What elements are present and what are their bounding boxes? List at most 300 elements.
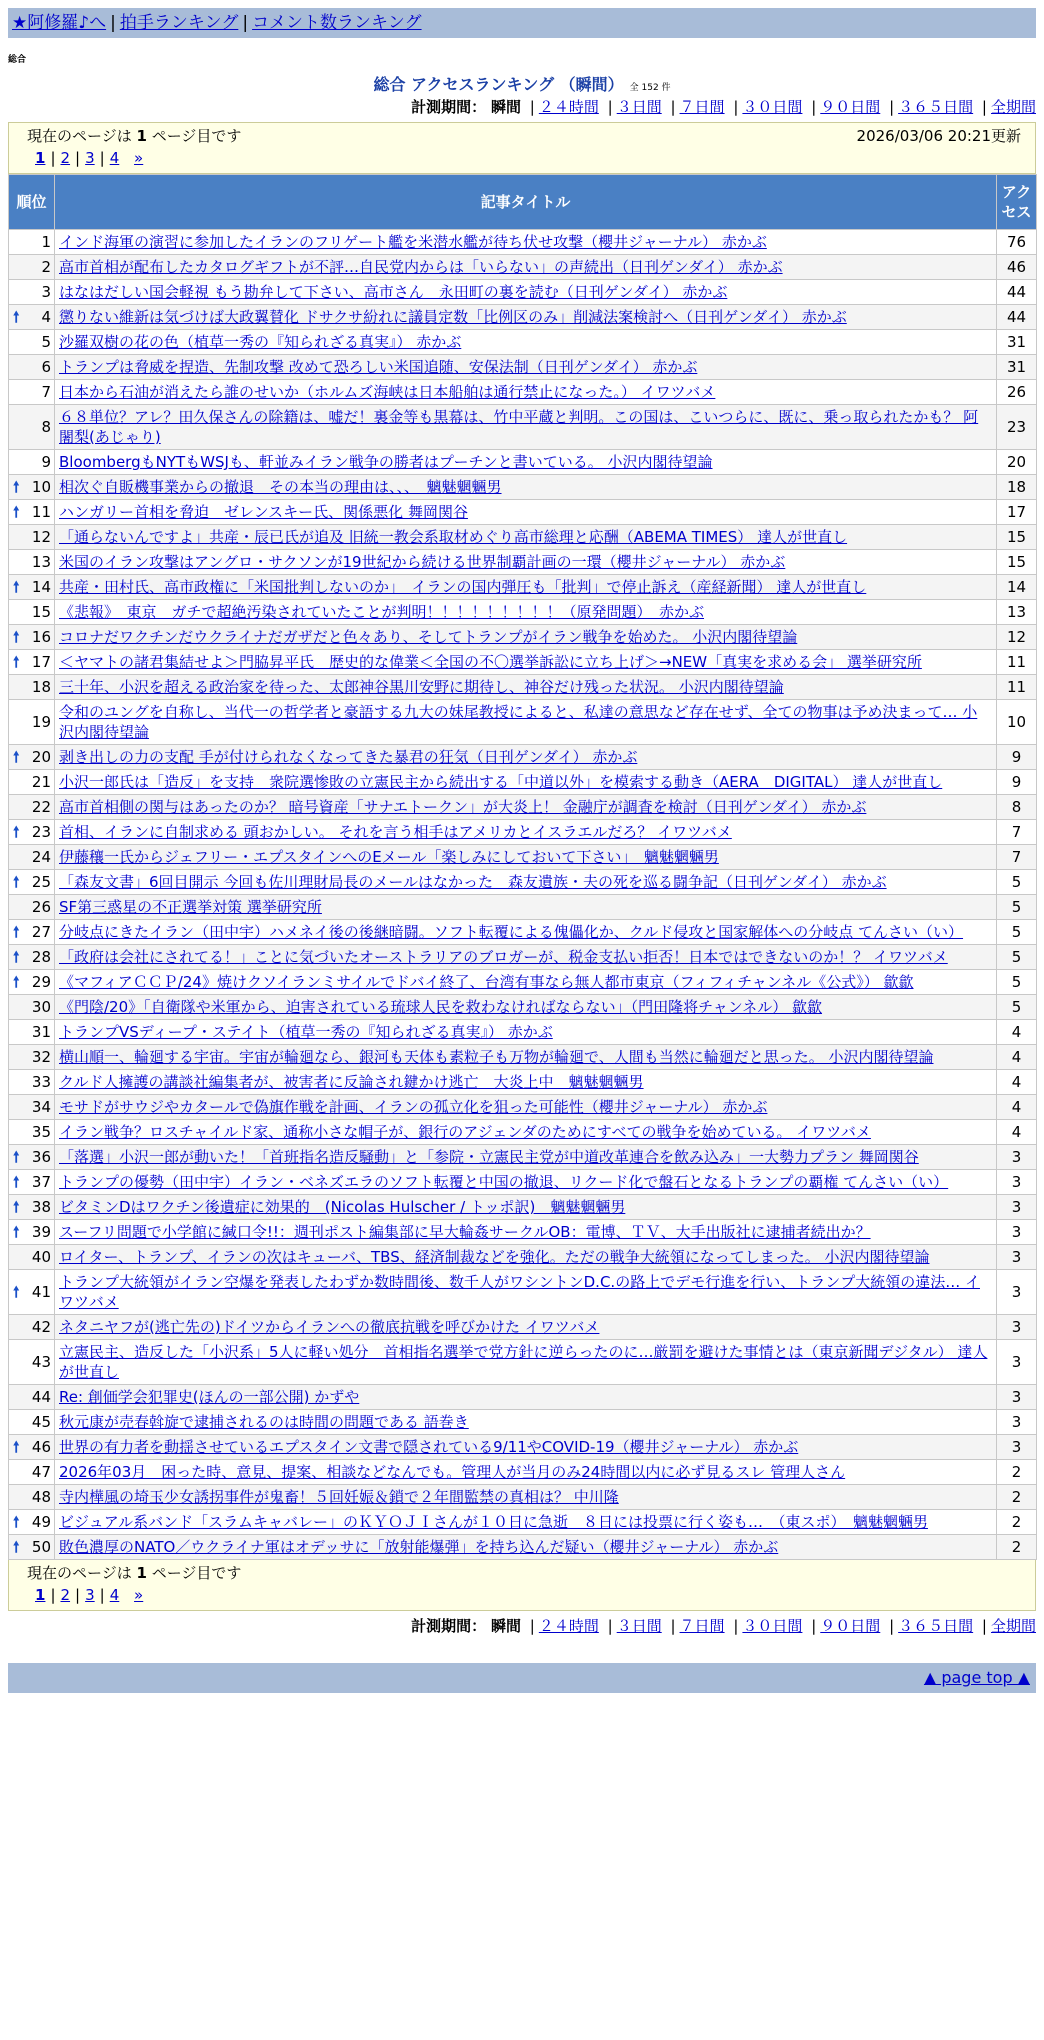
period-link-7d[interactable]: ７日間 [679, 1617, 725, 1635]
table-row [9, 500, 1037, 525]
rank-cell [9, 700, 55, 745]
period-label: 計測期間： [411, 1617, 487, 1635]
rank-number: 45 [31, 1413, 51, 1431]
access-count: 23 [997, 405, 1037, 450]
access-count: 7 [997, 845, 1037, 870]
article-title-link[interactable]: 「政府は会社にされてる！」ことに気づいたオーストラリアのブロガーが、税金支払い拒否！日本ではできないのか！？ イワツバメ [59, 948, 948, 966]
access-count: 3 [997, 1315, 1037, 1340]
rank-cell [9, 1460, 55, 1485]
period-link-3d[interactable]: ３日間 [616, 1617, 662, 1635]
period-separator: | [733, 1617, 739, 1635]
article-title-link[interactable]: 高市首相が配布したカタログギフトが不評…自民党内からは「いらない」の声続出（日刊ゲンダイ） 赤かぶ [59, 258, 783, 276]
rank-number: 35 [31, 1123, 51, 1141]
table-header-row [9, 175, 1037, 230]
rank-cell [9, 1535, 55, 1560]
article-title-link[interactable]: 沙羅双樹の花の色（植草一秀の『知られざる真実』） 赤かぶ [59, 333, 462, 351]
article-title-link[interactable]: トランプVSディープ・ステイト（植草一秀の『知られざる真実』） 赤かぶ [59, 1023, 553, 1041]
period-separator: | [670, 98, 676, 116]
table-row [9, 1245, 1037, 1270]
comment-ranking-link[interactable]: コメント数ランキング [252, 13, 422, 33]
table-row [9, 700, 1037, 745]
table-row [9, 1120, 1037, 1145]
article-title-link[interactable]: 高市首相側の関与はあったのか？ 暗号資産「サナエトークン」が大炎上！ 金融庁が調査を検討（日刊ゲンダイ） 赤かぶ [59, 798, 867, 816]
rank-cell [9, 1020, 55, 1045]
page-link-3[interactable]: 3 [85, 1586, 95, 1604]
access-count: 14 [997, 575, 1037, 600]
title-cell [55, 500, 997, 525]
title-cell [55, 1195, 997, 1220]
period-current: 瞬間 [490, 1617, 521, 1635]
table-row [9, 525, 1037, 550]
title-cell [55, 1245, 997, 1270]
article-title-link[interactable]: ネタニヤフが(逃亡先の)ドイツからイランへの徹底抗戦を呼びかけた イワツバメ [59, 1318, 600, 1336]
article-title-link[interactable]: 世界の有力者を動揺させているエプスタイン文書で隠されている9/11やCOVID-19（櫻井ジャーナル） 赤かぶ [59, 1438, 799, 1456]
access-count: 9 [997, 770, 1037, 795]
access-count: 3 [997, 1270, 1037, 1315]
rank-cell [9, 525, 55, 550]
period-link-24h[interactable]: ２４時間 [538, 98, 599, 116]
page-top-link[interactable]: ▲ page top ▲ [923, 1668, 1030, 1687]
table-row [9, 795, 1037, 820]
rank-number: 41 [31, 1283, 51, 1301]
access-count: 5 [997, 945, 1037, 970]
period-link-365d[interactable]: ３６５日間 [898, 1617, 974, 1635]
article-title-link[interactable]: 懲りない維新は気づけば大政翼賛化 ドサクサ紛れに議員定数「比例区のみ」削減法案検討へ（日刊ゲンダイ） 赤かぶ [59, 308, 847, 326]
rank-up-arrow-icon: 🠕 [13, 628, 20, 646]
period-link-30d[interactable]: ３０日間 [742, 98, 803, 116]
page-link-2[interactable]: 2 [60, 149, 71, 167]
rank-cell [9, 820, 55, 845]
rank-number: 5 [41, 333, 51, 351]
rank-number: 33 [31, 1073, 51, 1091]
title-cell [55, 770, 997, 795]
table-row [9, 895, 1037, 920]
title-cell [55, 1410, 997, 1435]
article-title-link[interactable]: 敗色濃厚のNATO／ウクライナ軍はオデッサに「放射能爆弾」を持ち込んだ疑い（櫻井ジャーナル） 赤かぶ [59, 1538, 779, 1556]
period-separator: | [889, 1617, 895, 1635]
table-row [9, 745, 1037, 770]
access-count: 5 [997, 895, 1037, 920]
rank-number: 31 [31, 1023, 51, 1041]
page-link-next[interactable]: » [134, 1586, 144, 1604]
article-title-link[interactable]: 「森友文書」6回目開示 今回も佐川理財局長のメールはなかった 森友遺族・夫の死を巡る闘争記（日刊ゲンダイ） 赤かぶ [59, 873, 887, 891]
period-link-7d[interactable]: ７日間 [679, 98, 725, 116]
rank-number: 32 [31, 1048, 51, 1066]
period-separator: | [529, 98, 535, 116]
access-count: 3 [997, 1410, 1037, 1435]
rank-cell [9, 1435, 55, 1460]
table-row [9, 625, 1037, 650]
nav-separator: | [242, 13, 249, 33]
period-link-90d[interactable]: ９０日間 [820, 1617, 881, 1635]
access-count: 2 [997, 1460, 1037, 1485]
page-link-3[interactable]: 3 [85, 149, 95, 167]
access-count: 8 [997, 795, 1037, 820]
page-status-pre: 現在のページは [27, 1564, 137, 1582]
title-cell [55, 945, 997, 970]
rank-cell [9, 1270, 55, 1315]
rank-number: 27 [31, 923, 51, 941]
title-cell [55, 575, 997, 600]
top-nav-bar [8, 8, 1036, 38]
rank-up-arrow-icon: 🠕 [13, 578, 20, 596]
table-row [9, 1145, 1037, 1170]
period-separator: | [670, 1617, 676, 1635]
access-count: 76 [997, 230, 1037, 255]
col-rank-header: 順位 [9, 175, 55, 230]
access-count: 46 [997, 255, 1037, 280]
table-row [9, 675, 1037, 700]
title-cell [55, 1145, 997, 1170]
title-cell [55, 1170, 997, 1195]
table-row [9, 600, 1037, 625]
rank-cell [9, 1145, 55, 1170]
article-title-link[interactable]: コロナだワクチンだウクライナだガザだと色々あり、そしてトランプがイラン戦争を始めた。 小沢内閣待望論 [59, 628, 798, 646]
rank-up-arrow-icon: 🠕 [13, 923, 20, 941]
rank-up-arrow-icon: 🠕 [13, 823, 20, 841]
title-cell [55, 600, 997, 625]
article-title-link[interactable]: BloombergもNYTもWSJも、軒並みイラン戦争の勝者はプーチンと書いている。 小沢内閣待望論 [59, 453, 713, 471]
page-status-num: 1 [136, 127, 147, 145]
article-title-link[interactable]: 秋元康が売春斡旋で逮捕されるのは時間の問題である 語巻き [59, 1413, 469, 1431]
article-title-link[interactable]: はなはだしい国会軽視 もう勘弁して下さい、高市さん 永田町の裏を読む（日刊ゲンダイ） 赤かぶ [59, 283, 728, 301]
table-row [9, 820, 1037, 845]
article-title-link[interactable]: 首相、イランに自制求める 頭おかしい。 それを言う相手はアメリカとイスラエルだろ？ イワツバメ [59, 823, 732, 841]
period-separator: | [889, 98, 895, 116]
page-link-current[interactable]: 1 [35, 1586, 46, 1604]
pager-bottom [8, 1560, 1036, 1611]
ranking-table [8, 174, 1037, 1560]
title-cell [55, 1535, 997, 1560]
page-status-post: ページ目です [146, 1564, 242, 1582]
title-cell [55, 625, 997, 650]
title-cell [55, 745, 997, 770]
article-title-link[interactable]: 伊藤穰一氏からジェフリー・エプスタインへのEメール「楽しみにしておいて下さい」 魑魅魍魎男 [59, 848, 719, 866]
access-count: 2 [997, 1510, 1037, 1535]
page-separator [124, 149, 129, 167]
title-cell [55, 870, 997, 895]
rank-number: 48 [31, 1488, 51, 1506]
rank-number: 7 [41, 383, 51, 401]
rank-cell [9, 355, 55, 380]
article-title-link[interactable]: 《悲報》 東京 ガチで超絶汚染されていたことが判明！！！！！！！！！（原発問題） 赤かぶ [59, 603, 705, 621]
table-row [9, 845, 1037, 870]
table-row [9, 995, 1037, 1020]
rank-cell [9, 1095, 55, 1120]
table-row [9, 1435, 1037, 1460]
rank-cell [9, 255, 55, 280]
title-cell [55, 650, 997, 675]
title-cell [55, 1510, 997, 1535]
rank-number: 12 [31, 528, 51, 546]
access-count: 5 [997, 920, 1037, 945]
table-row [9, 450, 1037, 475]
pager-top [8, 122, 1036, 174]
col-access-header: アクセス [997, 175, 1037, 230]
access-count: 15 [997, 525, 1037, 550]
article-title-link[interactable]: ＜ヤマトの諸君集結せよ＞門脇昇平氏 歴史的な偉業＜全国の不〇選挙訴訟に立ち上げ＞→NEW「真実を求める会」 選挙研究所 [59, 653, 922, 671]
table-row [9, 1195, 1037, 1220]
pager-status-row [27, 125, 1021, 147]
rank-number: 37 [31, 1173, 51, 1191]
page-separator: | [75, 149, 81, 167]
rank-cell [9, 1410, 55, 1435]
table-row [9, 970, 1037, 995]
access-count: 5 [997, 870, 1037, 895]
rank-cell [9, 1245, 55, 1270]
clap-ranking-link[interactable]: 拍手ランキング [119, 13, 239, 33]
period-link-3d[interactable]: ３日間 [616, 98, 662, 116]
article-title-link[interactable]: 令和のユングを自称し、当代一の哲学者と豪語する九大の妹尾教授によると、私達の意思など存在せず、全ての物事は予め決まって… 小沢内閣待望論 [59, 703, 978, 741]
title-cell [55, 1385, 997, 1410]
access-count: 31 [997, 330, 1037, 355]
title-cell [55, 1340, 997, 1385]
page-separator: | [50, 1586, 56, 1604]
period-current: 瞬間 [490, 98, 521, 116]
period-selector-top [8, 96, 1036, 118]
access-count: 11 [997, 650, 1037, 675]
article-title-link[interactable]: 「落選」小沢一郎が動いた！「首班指名造反騒動」と「参院・立憲民主党が中道改革連合を飲み込み」一大勢力プラン 舞岡関谷 [59, 1148, 919, 1166]
table-row [9, 380, 1037, 405]
article-title-link[interactable]: 寺内樺風の埼玉少女誘拐事件が鬼畜！５回妊娠＆鎖で２年間監禁の真相は？ 中川隆 [59, 1488, 619, 1506]
article-title-link[interactable]: トランプの優勢（田中宇）イラン・ベネズエラのソフト転覆と中国の撤退、リクード化で盤石となるトランプの覇権 てんさい（い） [59, 1173, 949, 1191]
rank-cell [9, 970, 55, 995]
access-count: 4 [997, 1020, 1037, 1045]
article-title-link[interactable]: 《門陰/20》「自衛隊や米軍から、迫害されている琉球人民を救わなければならない」（門田隆将チャンネル） 歙歙 [59, 998, 823, 1016]
page-title-text: 総合 アクセスランキング （瞬間） [373, 75, 624, 94]
access-count: 3 [997, 1170, 1037, 1195]
table-row [9, 650, 1037, 675]
rank-number: 21 [31, 773, 51, 791]
table-row [9, 920, 1037, 945]
rank-cell [9, 330, 55, 355]
article-title-link[interactable]: 立憲民主、造反した「小沢系」5人に軽い処分 首相指名選挙で党方針に逆らったのに…厳罰を避けた事情とは（東京新聞デジタル） 達人が世直し [59, 1343, 988, 1381]
rank-number: 16 [31, 628, 51, 646]
article-title-link[interactable]: 分岐点にきたイラン（田中宇）ハメネイ後の後継暗闘。ソフト転覆による傀儡化か、クルド侵攻と国家解体への分岐点 てんさい（い） [59, 923, 964, 941]
rank-cell [9, 280, 55, 305]
col-title-header: 記事タイトル [55, 175, 997, 230]
page-status [27, 1562, 241, 1584]
access-count: 3 [997, 1245, 1037, 1270]
rank-number: 39 [31, 1223, 51, 1241]
rank-cell [9, 895, 55, 920]
article-title-link[interactable]: モサドがサウジやカタールで偽旗作戦を計画、イランの孤立化を狙った可能性（櫻井ジャーナル） 赤かぶ [59, 1098, 768, 1116]
title-cell [55, 450, 997, 475]
rank-cell [9, 550, 55, 575]
table-row [9, 1270, 1037, 1315]
page-links [27, 1584, 1021, 1606]
rank-number: 42 [31, 1318, 51, 1336]
period-link-90d[interactable]: ９０日間 [820, 98, 881, 116]
page-separator: | [75, 1586, 81, 1604]
table-row [9, 1095, 1037, 1120]
access-count: 4 [997, 1095, 1037, 1120]
title-cell [55, 1045, 997, 1070]
article-title-link[interactable]: スーフリ問題で小学館に緘口令!!：週刊ポスト編集部に早大輪姦サークルOB：電博、ＴＶ、大手出版社に逮捕者続出か？ [59, 1223, 871, 1241]
rank-number: 1 [41, 233, 51, 251]
article-title-link[interactable]: ６８単位？アレ？田久保さんの除籍は、嘘だ！裏金等も黒幕は、竹中平蔵と判明。この国は、こいつらに、既に、乗っ取られたかも？ 阿闍梨(あじゃり) [59, 408, 979, 446]
rank-cell [9, 475, 55, 500]
rank-cell [9, 1510, 55, 1535]
period-link-all[interactable]: 全期間 [990, 98, 1036, 116]
article-title-link[interactable]: 《マフィアＣＣＰ/24》焼けクソイランミサイルでドバイ終了、台湾有事なら無人都市東京（フィフィチャンネル《公式》） 歙歙 [59, 973, 914, 991]
page-status [27, 125, 241, 147]
article-title-link[interactable]: トランプは脅威を捏造、先制攻撃 改めて恐ろしい米国追随、安保法制（日刊ゲンダイ） 赤かぶ [59, 358, 698, 376]
period-link-365d[interactable]: ３６５日間 [898, 98, 974, 116]
page-link-current[interactable]: 1 [35, 149, 46, 167]
table-row [9, 770, 1037, 795]
period-separator: | [529, 1617, 535, 1635]
rank-cell [9, 1485, 55, 1510]
access-count: 2 [997, 1485, 1037, 1510]
table-row [9, 1410, 1037, 1435]
rank-number: 38 [31, 1198, 51, 1216]
access-count: 26 [997, 380, 1037, 405]
table-row [9, 1070, 1037, 1095]
rank-number: 15 [31, 603, 51, 621]
rank-number: 14 [31, 578, 51, 596]
title-cell [55, 1120, 997, 1145]
rank-up-arrow-icon: 🠕 [13, 1283, 20, 1301]
rank-number: 8 [41, 418, 51, 436]
rank-cell [9, 1315, 55, 1340]
rank-cell [9, 845, 55, 870]
title-cell [55, 895, 997, 920]
rank-cell [9, 1385, 55, 1410]
article-title-link[interactable]: Re: 創価学会犯罪史(ほんの一部公開) かずや [59, 1388, 360, 1406]
rank-number: 49 [31, 1513, 51, 1531]
access-count: 11 [997, 675, 1037, 700]
article-title-link[interactable]: インド海軍の演習に参加したイランのフリゲート艦を米潜水艦が待ち伏せ攻撃（櫻井ジャーナル） 赤かぶ [59, 233, 767, 251]
access-count: 44 [997, 305, 1037, 330]
period-link-24h[interactable]: ２４時間 [538, 1617, 599, 1635]
rank-number: 4 [41, 308, 51, 326]
period-link-30d[interactable]: ３０日間 [742, 1617, 803, 1635]
rank-cell [9, 1045, 55, 1070]
rank-number: 9 [41, 453, 51, 471]
category-small-label: 総合 [8, 55, 27, 65]
rank-number: 24 [31, 848, 51, 866]
period-link-all[interactable]: 全期間 [990, 1617, 1036, 1635]
rank-up-arrow-icon: 🠕 [13, 1173, 20, 1191]
title-cell [55, 1220, 997, 1245]
period-separator: | [607, 98, 613, 116]
access-count: 10 [997, 700, 1037, 745]
period-separator: | [981, 1617, 987, 1635]
rank-up-arrow-icon: 🠕 [13, 1198, 20, 1216]
article-title-link[interactable]: 2026年03月 困った時、意見、提案、相談などなんでも。管理人が当月のみ24時間以内に必ず見るスレ 管理人さん [59, 1463, 846, 1481]
article-title-link[interactable]: 三十年、小沢を超える政治家を待った、太郎神谷黒川安野に期待し、神谷だけ残った状況。 小沢内閣待望論 [59, 678, 784, 696]
rank-number: 19 [31, 713, 51, 731]
title-cell [55, 475, 997, 500]
access-count: 3 [997, 1385, 1037, 1410]
title-cell [55, 1095, 997, 1120]
article-title-link[interactable]: 共産・田村氏、高市政権に「米国批判しないのか」 イランの国内弾圧も「批判」で停止訴え（産経新聞） 達人が世直し [59, 578, 867, 596]
rank-cell [9, 1170, 55, 1195]
period-selector-bottom [8, 1615, 1036, 1637]
access-count: 18 [997, 475, 1037, 500]
rank-cell [9, 795, 55, 820]
page-link-4[interactable]: 4 [109, 149, 120, 167]
article-title-link[interactable]: クルド人擁護の講談社編集者が、被害者に反論され鍵かけ逃亡 大炎上中 魑魅魍魎男 [59, 1073, 644, 1091]
title-cell [55, 970, 997, 995]
title-cell [55, 525, 997, 550]
article-title-link[interactable]: 相次ぐ自販機事業からの撤退 その本当の理由は、、、 魑魅魍魎男 [59, 478, 502, 496]
article-title-link[interactable]: 剥き出しの力の支配 手が付けられなくなってきた暴君の狂気（日刊ゲンダイ） 赤かぶ [59, 748, 638, 766]
article-title-link[interactable]: 米国のイラン攻撃はアングロ・サクソンが19世紀から続ける世界制覇計画の一環（櫻井ジャーナル） 赤かぶ [59, 553, 786, 571]
access-count: 3 [997, 1340, 1037, 1385]
rank-number: 25 [31, 873, 51, 891]
page-link-4[interactable]: 4 [109, 1586, 120, 1604]
rank-cell [9, 230, 55, 255]
rank-cell [9, 625, 55, 650]
table-row [9, 945, 1037, 970]
table-row [9, 1045, 1037, 1070]
table-row [9, 550, 1037, 575]
article-title-link[interactable]: 日本から石油が消えたら誰のせいか（ホルムズ海峡は日本船舶は通行禁止になった。） イワツバメ [59, 383, 716, 401]
title-cell [55, 1460, 997, 1485]
rank-number: 50 [31, 1538, 51, 1556]
article-title-link[interactable]: ビタミンDはワクチン後遺症に効果的 (Nicolas Hulscher / トッポ訳) 魑魅魍魎男 [59, 1198, 626, 1216]
rank-cell [9, 745, 55, 770]
access-count: 13 [997, 600, 1037, 625]
article-title-link[interactable]: SF第三惑星の不正選挙対策 選挙研究所 [59, 898, 322, 916]
rank-number: 6 [41, 358, 51, 376]
access-count: 20 [997, 450, 1037, 475]
access-count: 4 [997, 1070, 1037, 1095]
rank-number: 30 [31, 998, 51, 1016]
article-title-link[interactable]: ビジュアル系バンド「スラムキャバレー」のＫＹＯＪＩさんが１０日に急逝 ８日には投票に行く姿も… （東スポ） 魑魅魍魎男 [59, 1513, 928, 1531]
article-title-link[interactable]: ハンガリー首相を脅迫 ゼレンスキー氏、関係悪化 舞岡関谷 [59, 503, 468, 521]
rank-number: 40 [31, 1248, 51, 1266]
rank-cell [9, 770, 55, 795]
access-count: 44 [997, 280, 1037, 305]
title-cell [55, 330, 997, 355]
rank-cell [9, 650, 55, 675]
rank-number: 2 [41, 258, 51, 276]
title-cell [55, 255, 997, 280]
article-title-link[interactable]: トランプ大統領がイラン空爆を発表したわずか数時間後、数千人がワシントンD.C.の路上でデモ行進を行い、トランプ大統領の違法… イワツバメ [59, 1273, 980, 1311]
access-count: 7 [997, 820, 1037, 845]
access-count: 2 [997, 1535, 1037, 1560]
table-row [9, 1315, 1037, 1340]
article-title-link[interactable]: イラン戦争？ロスチャイルド家、通称小さな帽子が、銀行のアジェンダのためにすべての戦争を始めている。 イワツバメ [59, 1123, 871, 1141]
rank-cell [9, 305, 55, 330]
rank-number: 43 [31, 1353, 51, 1371]
title-cell [55, 380, 997, 405]
rank-number: 29 [31, 973, 51, 991]
total-count: 全 152 件 [629, 83, 671, 93]
page-link-next[interactable]: » [134, 149, 144, 167]
article-title-link[interactable]: ロイター、トランプ、イランの次はキューバ、TBS、経済制裁などを強化。ただの戦争大統領になってしまった。 小沢内閣待望論 [59, 1248, 930, 1266]
article-title-link[interactable]: 「通らないんですよ」共産・辰已氏が追及 旧統一教会系取材めぐり高市総理と応酬（ABEMA TIMES） 達人が世直し [59, 528, 848, 546]
rank-up-arrow-icon: 🠕 [13, 873, 20, 891]
article-title-link[interactable]: 横山順一、輪廻する宇宙。宇宙が輪廻なら、銀河も天体も素粒子も万物が輪廻で、人間も当然に輪廻だと思った。 小沢内閣待望論 [59, 1048, 934, 1066]
page-title [0, 72, 1044, 92]
access-count: 3 [997, 1435, 1037, 1460]
page-link-2[interactable]: 2 [60, 1586, 71, 1604]
table-row [9, 405, 1037, 450]
title-cell [55, 1435, 997, 1460]
rank-cell [9, 575, 55, 600]
access-count: 5 [997, 995, 1037, 1020]
home-link[interactable]: ★阿修羅♪へ [12, 13, 107, 33]
rank-cell [9, 1340, 55, 1385]
article-title-link[interactable]: 小沢一郎氏は「造反」を支持 衆院選惨敗の立憲民主から続出する「中道以外」を模索する動き（AERA DIGITAL） 達人が世直し [59, 773, 943, 791]
rank-up-arrow-icon: 🠕 [13, 973, 20, 991]
rank-up-arrow-icon: 🠕 [13, 1438, 20, 1456]
rank-number: 22 [31, 798, 51, 816]
